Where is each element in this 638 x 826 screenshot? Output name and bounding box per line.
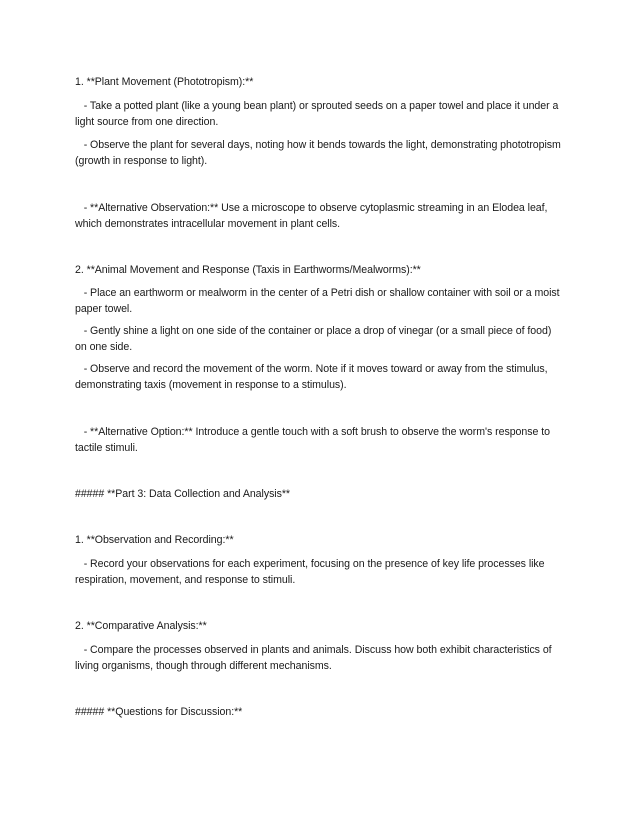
heading-questions-discussion: ##### **Questions for Discussion:** bbox=[75, 706, 243, 718]
heading-animal-movement: 2. **Animal Movement and Response (Taxis in Earthworms/Mealworms):** bbox=[75, 264, 421, 276]
paragraph-compare-processes: - Compare the processes observed in plants and animals. Discuss how both exhibit characteristics of living organisms, though through different mechanisms. bbox=[75, 644, 555, 672]
paragraph-light-stimulus: - Gently shine a light on one side of the container or place a drop of vinegar (or a small piece of food) on one side. bbox=[75, 325, 555, 353]
paragraph-worm-setup: - Place an earthworm or mealworm in the center of a Petri dish or shallow container with soil or a moist paper towel. bbox=[75, 287, 563, 315]
heading-part-3: ##### **Part 3: Data Collection and Analysis** bbox=[75, 488, 291, 500]
heading-observation-recording: 1. **Observation and Recording:** bbox=[75, 534, 234, 546]
paragraph-alternative-observation: - **Alternative Observation:** Use a microscope to observe cytoplasmic streaming in an Elodea leaf, which demonstrates intracellular movement in plant cells. bbox=[75, 202, 551, 230]
paragraph-observe-worm: - Observe and record the movement of the worm. Note if it moves toward or away from the stimulus, demonstrating taxis (movement in response to a stimulus). bbox=[75, 363, 551, 391]
heading-plant-movement: 1. **Plant Movement (Phototropism):** bbox=[75, 76, 254, 88]
heading-comparative-analysis: 2. **Comparative Analysis:** bbox=[75, 620, 207, 632]
paragraph-alternative-option: - **Alternative Option:** Introduce a gentle touch with a soft brush to observe the worm's response to tactile stimuli. bbox=[75, 426, 553, 454]
paragraph-plant-observe: - Observe the plant for several days, noting how it bends towards the light, demonstrating phototropism (growth in response to light). bbox=[75, 139, 564, 167]
paragraph-plant-setup: - Take a potted plant (like a young bean plant) or sprouted seeds on a paper towel and place it under a light source from one direction. bbox=[75, 100, 562, 128]
paragraph-record-observations: - Record your observations for each experiment, focusing on the presence of key life processes like respiration, movement, and response to stimuli. bbox=[75, 558, 548, 586]
